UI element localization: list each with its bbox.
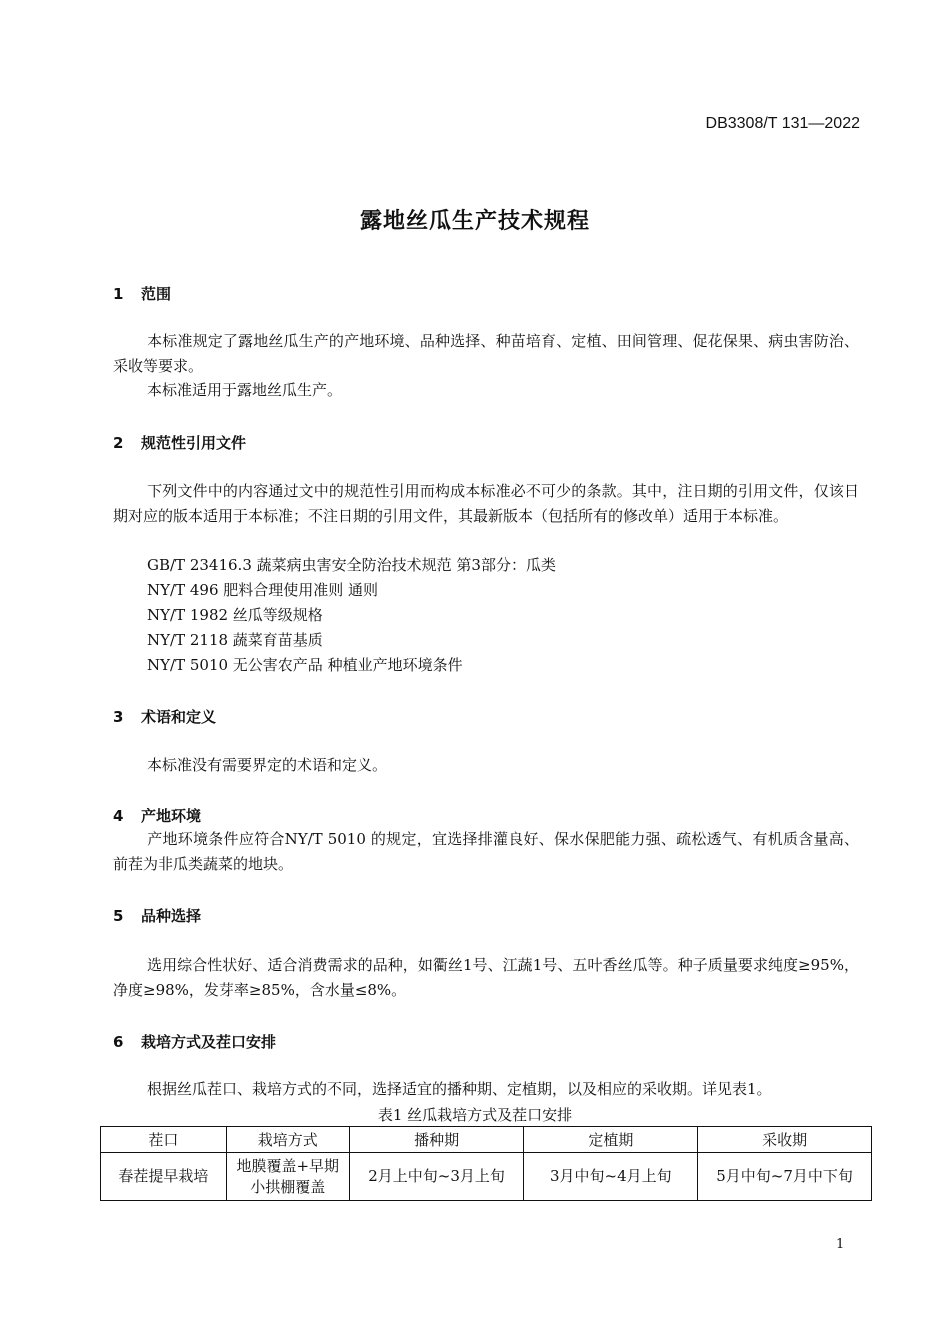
section-5-paragraph-1 bbox=[113, 953, 859, 1003]
section-5-heading bbox=[113, 905, 201, 926]
section-title: 栽培方式及茬口安排 bbox=[141, 1033, 277, 1051]
reference-item: GB/T 23416.3 蔬菜病虫害安全防治技术规范 第3部分：瓜类 bbox=[147, 556, 556, 574]
column-header: 采收期 bbox=[698, 1127, 872, 1153]
section-1-paragraph-1 bbox=[113, 329, 859, 379]
reference-item: NY/T 2118 蔬菜育苗基质 bbox=[147, 631, 323, 649]
section-number: 6 bbox=[113, 1033, 124, 1051]
table-cell: 5月中旬~7月中下旬 bbox=[698, 1153, 872, 1201]
section-title: 规范性引用文件 bbox=[141, 434, 247, 452]
reference-item: NY/T 5010 无公害农产品 种植业产地环境条件 bbox=[147, 656, 463, 674]
section-title: 产地环境 bbox=[141, 807, 202, 825]
section-number: 3 bbox=[113, 708, 124, 726]
reference-item: NY/T 496 肥料合理使用准则 通则 bbox=[147, 581, 379, 599]
reference-item: NY/T 1982 丝瓜等级规格 bbox=[147, 606, 323, 624]
table-cell: 3月中旬~4月上旬 bbox=[524, 1153, 698, 1201]
section-title: 术语和定义 bbox=[141, 708, 217, 726]
section-number: 4 bbox=[113, 807, 124, 825]
cultivation-schedule-table bbox=[100, 1126, 872, 1201]
table-cell: 春茬提早栽培 bbox=[101, 1153, 227, 1201]
section-1-heading bbox=[113, 283, 171, 304]
section-6-heading bbox=[113, 1031, 276, 1052]
section-number: 5 bbox=[113, 907, 124, 925]
section-4-heading bbox=[113, 805, 201, 826]
column-header: 定植期 bbox=[524, 1127, 698, 1153]
document-title: 露地丝瓜生产技术规程 bbox=[359, 209, 590, 234]
paragraph-text: 根据丝瓜茬口、栽培方式的不同，选择适宜的播种期、定植期，以及相应的采收期。详见表1。 bbox=[147, 1080, 772, 1098]
section-number: 2 bbox=[113, 434, 124, 452]
table-header-row bbox=[101, 1127, 872, 1153]
section-6-paragraph-1 bbox=[113, 1077, 859, 1102]
paragraph-text: 下列文件中的内容通过文中的规范性引用而构成本标准必不可少的条款。其中，注日期的引用文件，仅该日期对应的版本适用于本标准；不注日期的引用文件，其最新版本（包括所有的修改单）适用于本标准。 bbox=[113, 482, 859, 525]
paragraph-text: 产地环境条件应符合NY/T 5010 的规定，宜选择排灌良好、保水保肥能力强、疏松透气、有机质含量高、前茬为非瓜类蔬菜的地块。 bbox=[113, 830, 859, 873]
section-4-paragraph-1 bbox=[113, 827, 859, 877]
paragraph-text: 本标准规定了露地丝瓜生产的产地环境、品种选择、种苗培育、定植、田间管理、促花保果、病虫害防治、采收等要求。 bbox=[113, 332, 859, 375]
section-3-paragraph-1 bbox=[113, 753, 859, 778]
column-header: 栽培方式 bbox=[226, 1127, 349, 1153]
section-2-heading bbox=[113, 432, 246, 453]
section-1-paragraph-2 bbox=[113, 378, 859, 403]
page-number: 1 bbox=[836, 1237, 845, 1252]
table-caption: 表1 丝瓜栽培方式及茬口安排 bbox=[377, 1106, 573, 1124]
column-header: 播种期 bbox=[349, 1127, 524, 1153]
column-header: 茬口 bbox=[101, 1127, 227, 1153]
section-number: 1 bbox=[113, 285, 124, 303]
paragraph-text: 选用综合性状好、适合消费需求的品种，如衢丝1号、江蔬1号、五叶香丝瓜等。种子质量要求纯度≥95%，净度≥98%，发芽率≥85%，含水量≤8%。 bbox=[113, 956, 859, 999]
section-2-paragraph-1 bbox=[113, 479, 859, 529]
section-title: 品种选择 bbox=[141, 907, 202, 925]
table-row bbox=[101, 1153, 872, 1201]
section-title: 范围 bbox=[141, 285, 172, 303]
table-cell: 地膜覆盖+早期小拱棚覆盖 bbox=[226, 1153, 349, 1201]
section-3-heading bbox=[113, 706, 216, 727]
table-cell: 2月上中旬~3月上旬 bbox=[349, 1153, 524, 1201]
paragraph-text: 本标准适用于露地丝瓜生产。 bbox=[147, 381, 343, 399]
paragraph-text: 本标准没有需要界定的术语和定义。 bbox=[147, 756, 388, 774]
document-code: DB3308/T 131—2022 bbox=[705, 115, 860, 132]
